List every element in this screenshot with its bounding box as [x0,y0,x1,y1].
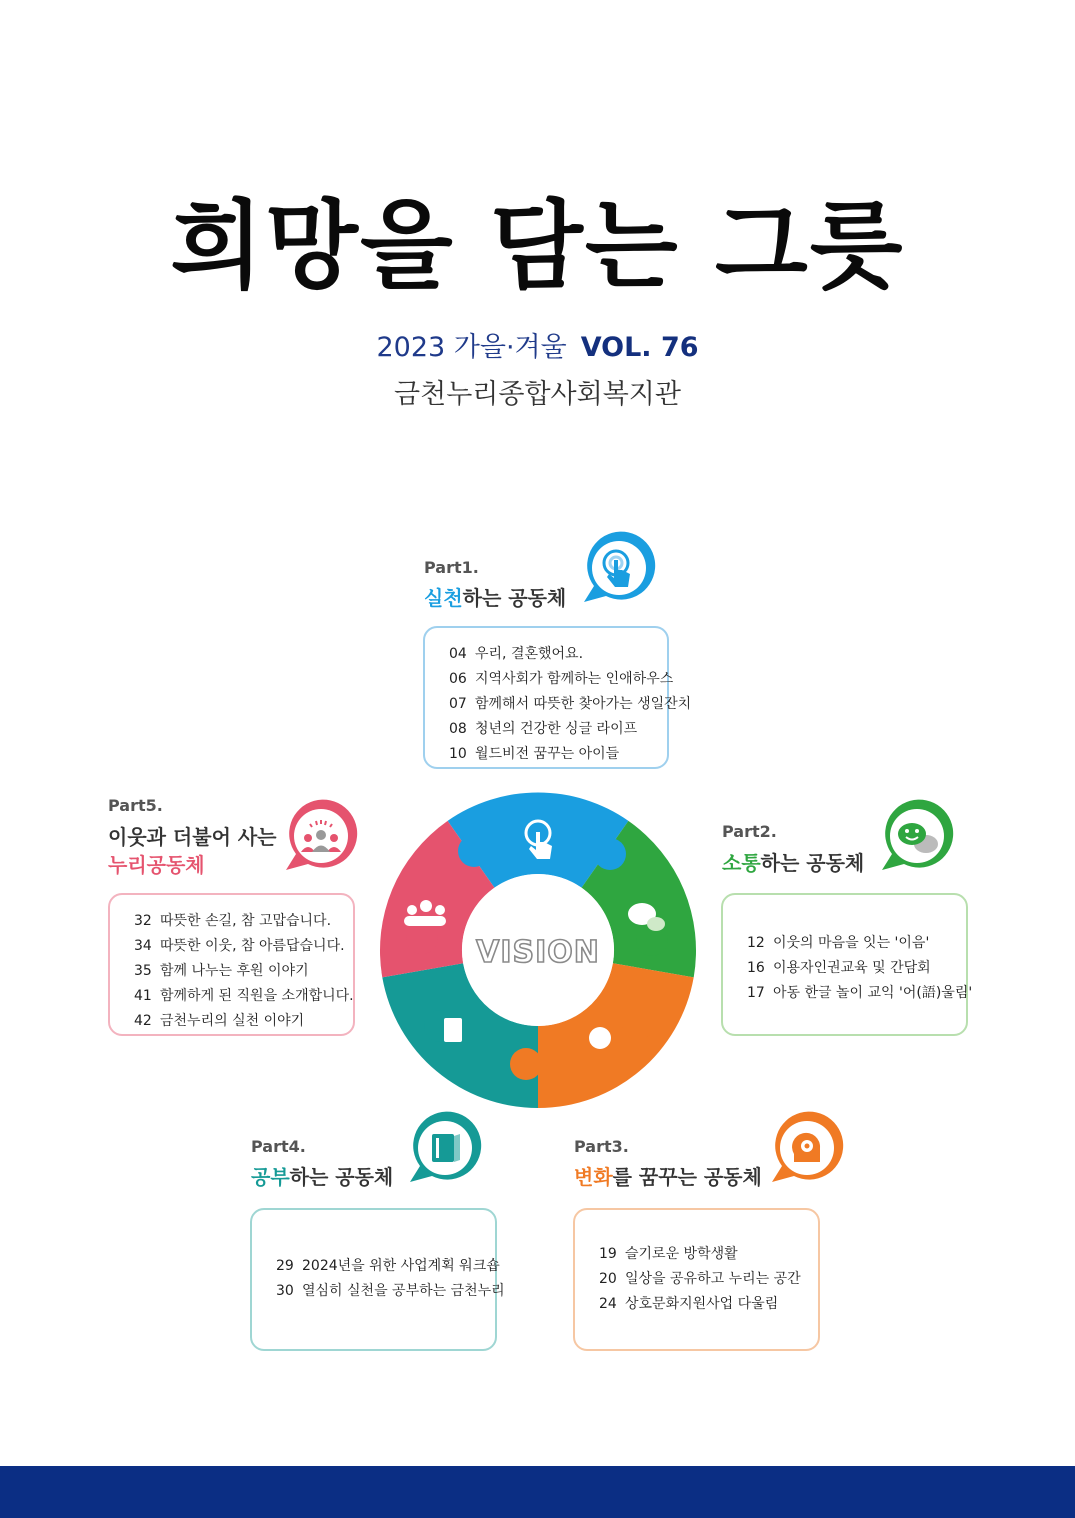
part2-contents-box [721,893,973,1036]
part1-title-rest: 하는 공동체 [462,586,567,610]
list-item[interactable]: 07 함께해서 따뜻한 찾아가는 생일잔치 [449,696,692,712]
list-item[interactable]: 17 아동 한글 놀이 교익 '어(語)울림' [747,985,973,1001]
list-item[interactable]: 41 함께하게 된 직원을 소개합니다. [134,988,354,1004]
list-item[interactable]: 42 금천누리의 실천 이야기 [134,1013,305,1029]
book-icon [398,1110,488,1190]
part2-title-rest: 하는 공동체 [760,851,865,875]
list-item[interactable]: 16 이용자인권교육 및 간담회 [747,960,931,976]
part4-highlight: 공부 [251,1165,290,1189]
list-item[interactable]: 12 이웃의 마음을 잇는 '이음' [747,935,930,951]
magazine-title: 희망을 담는 그릇 [170,190,905,302]
vision-puzzle-ring [370,782,706,1118]
part3-title [574,1161,762,1190]
part5-highlight: 누리공동체 [108,853,205,877]
part4-title [251,1161,393,1190]
part1-title [424,582,566,611]
list-item[interactable]: 24 상호문화지원사업 다울림 [599,1296,779,1312]
part2-highlight: 소통 [722,851,761,875]
issue-season: 2023 가을·겨울 [376,332,567,363]
footer-bar [0,1466,1075,1518]
part3-title-rest: 를 꿈꾸는 공동체 [612,1165,762,1189]
part2-label: Part2. [722,822,777,841]
part4-title-rest: 하는 공동체 [289,1165,394,1189]
part4-label: Part4. [251,1137,306,1156]
part4-contents-box [250,1208,505,1351]
list-item[interactable]: 34 따뜻한 이웃, 참 아름답습니다. [134,938,345,954]
list-item[interactable]: 08 청년의 건강한 싱글 라이프 [449,721,638,737]
part1-highlight: 실천 [424,586,463,610]
part1-label: Part1. [424,558,479,577]
chat-smile-icon [870,798,960,878]
list-item[interactable]: 19 슬기로운 방학생활 [599,1246,738,1262]
part3-label: Part3. [574,1137,629,1156]
list-item[interactable]: 20 일상을 공유하고 누리는 공간 [599,1271,801,1287]
part2-title [722,847,864,876]
people-group-icon [274,798,364,878]
touch-hand-icon [572,530,662,610]
vision-label: VISION [476,935,600,970]
list-item[interactable]: 04 우리, 결혼했어요. [449,646,584,662]
head-gear-icon [760,1110,850,1190]
list-item[interactable]: 30 열심히 실천을 공부하는 금천누리 [276,1283,505,1299]
list-item[interactable]: 10 월드비전 꿈꾸는 아이들 [449,746,620,762]
part5-label: Part5. [108,796,163,815]
issue-volume: VOL. 76 [580,332,699,363]
list-item[interactable]: 32 따뜻한 손길, 참 고맙습니다. [134,913,332,929]
part1-contents-box [423,626,692,769]
part3-highlight: 변화 [574,1165,613,1189]
list-item[interactable]: 29 2024년을 위한 사업계획 워크숍 [276,1258,500,1274]
part5-contents-box [108,893,355,1036]
organization-name: 금천누리종합사회복지관 [394,379,681,410]
part3-contents-box [573,1208,820,1351]
list-item[interactable]: 35 함께 나누는 후원 이야기 [134,963,309,979]
list-item[interactable]: 06 지역사회가 함께하는 인애하우스 [449,671,674,687]
part5-title-line1: 이웃과 더불어 사는 [108,825,277,849]
issue-line [0,325,1075,364]
